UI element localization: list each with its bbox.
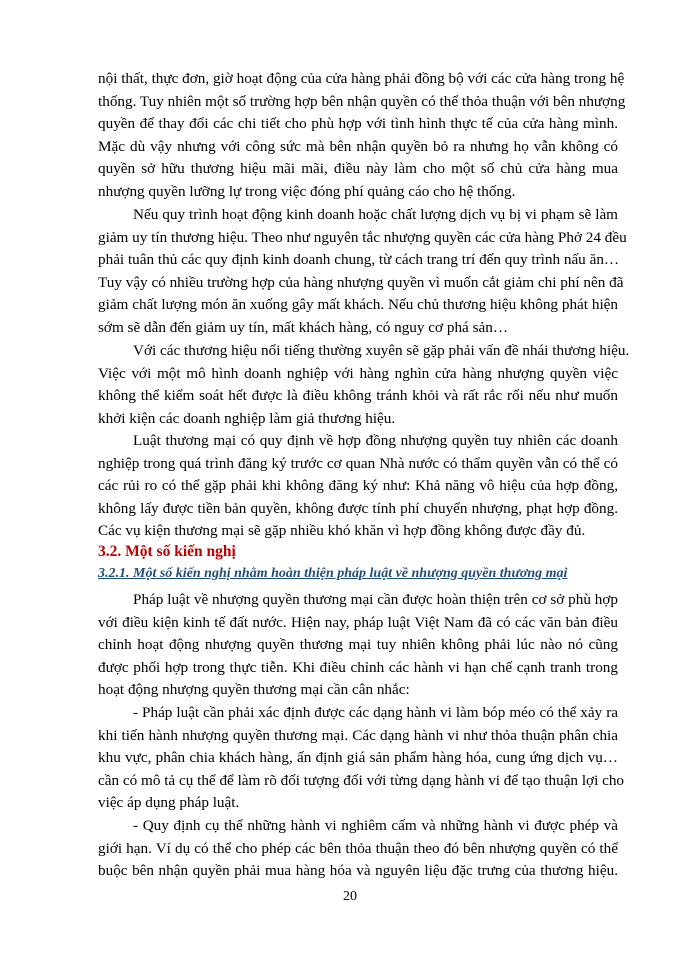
paragraph-5	[98, 589, 618, 702]
paragraph-7	[98, 815, 618, 883]
text-line: giảm chất lượng món ăn xuống gây mất khách. Nếu chủ thương hiệu không phát hiện	[98, 296, 618, 314]
paragraph-6	[98, 702, 625, 815]
text-line: - Quy định cụ thể những hành vi nghiêm cấm và những hành vi được phép và	[133, 817, 618, 834]
text-line: Tuy vậy có nhiều trường hợp của hàng nhượng quyền vì muốn cắt giảm chi phí nên đã	[98, 273, 624, 291]
text-line: nội thất, thực đơn, giờ hoạt động của cửa hàng phải đồng bộ với các cửa hàng trong hệ	[98, 70, 625, 87]
text-line: không thể kiểm soát hết được là điều không tránh khỏi và rất rắc rối nếu như muốn	[98, 387, 618, 405]
paragraph-3	[98, 340, 630, 430]
text-line: Nếu quy trình hoạt động kinh doanh hoặc chất lượng dịch vụ bị vi phạm sẽ làm	[133, 206, 618, 223]
text-line: buộc bên nhận quyền phải mua hàng hóa và nguyên liệu đặc trưng của thương hiệu.	[98, 862, 618, 880]
text-line: với điều kiện kinh tế đất nước. Hiện nay, pháp luật Việt Nam đã có các văn bản điều	[98, 613, 618, 631]
text-line: khu vực, phân chia khách hàng, ấn định giá sản phẩm hàng hóa, cung ứng dịch vụ…	[98, 749, 618, 767]
subsection-heading-3-2-1: 3.2.1. Một số kiến nghị nhằm hoàn thiện pháp luật về nhượng quyền thương mại	[98, 566, 568, 581]
paragraph-1	[98, 68, 626, 204]
text-line: khởi kiện các doanh nghiệp làm giả thương hiệu.	[98, 409, 396, 427]
paragraph-4	[98, 430, 618, 543]
text-line: các rủi ro có thể gặp phải khi không đăng ký như: Khả năng vô hiệu của hợp đồng,	[98, 477, 618, 495]
text-line: Việc với một mô hình doanh nghiệp với hàng nghìn cửa hàng nhượng quyền việc	[98, 364, 618, 382]
text-line: quyền để thay đổi các chi tiết cho phù hợp với tình hình thực tế của cửa hàng mình.	[98, 115, 618, 133]
text-line: Các vụ kiện thương mại sẽ gặp nhiều khó khăn vì hợp đồng không được đầy đủ.	[98, 522, 586, 540]
text-line: quyền sở hữu thương hiệu mãi mãi, điều này làm cho một số chủ cửa hàng mua	[98, 160, 618, 178]
text-line: Luật thương mại có quy định về hợp đồng nhượng quyền tuy nhiên các doanh	[133, 432, 618, 449]
text-line: sớm sẽ dẫn đến giảm uy tín, mất khách hàng, có nguy cơ phá sản…	[98, 318, 509, 336]
text-line: được phối hợp trong thực tiễn. Khi điều chỉnh các hành vi hạn chế cạnh tranh trong	[98, 658, 618, 676]
page-number: 20	[343, 889, 357, 904]
text-line: giảm uy tín thương hiệu. Theo như nguyên tắc nhượng quyền các cửa hàng Phở 24 đều	[98, 228, 627, 246]
text-line: - Pháp luật cần phải xác định được các dạng hành vi làm bóp méo có thể xảy ra	[133, 704, 618, 721]
text-line: thống. Tuy nhiên một số trường hợp bên nhận quyền có thể thỏa thuận với bên nhượng	[98, 92, 626, 110]
section-heading-3-2: 3.2. Một số kiến nghị	[98, 543, 236, 560]
text-line: khi tiến hành nhượng quyền thương mại. Các dạng hành vi như thỏa thuận phân chia	[98, 726, 618, 744]
text-line: Với các thương hiệu nổi tiếng thường xuyên sẽ gặp phải vấn đề nhái thương hiệu.	[133, 342, 630, 359]
text-line: hoạt động nhượng quyền thương mại cần cân nhắc:	[98, 681, 410, 699]
text-line: nghiệp trong quá trình đăng ký trước cơ quan Nhà nước có thẩm quyền vẫn có thể có	[98, 454, 618, 472]
text-line: chỉnh hoạt động nhượng quyền thương mại tuy nhiên không phải lúc nào nó cũng	[98, 636, 618, 654]
text-line: Mặc dù vậy nhưng với công sức mà bên nhận quyền bỏ ra nhưng họ vẫn không có	[98, 137, 618, 155]
text-line: nhượng quyền lưỡng lự trong việc đóng phí quảng cáo cho hệ thống.	[98, 182, 516, 200]
paragraph-2	[98, 204, 627, 340]
text-line: cần có mô tả cụ thể để làm rõ đối tượng đối với từng dạng hành vi để tạo thuận lợi cho	[98, 771, 625, 789]
text-line: phải tuân thủ các quy định kinh doanh chung, từ cách trang trí đến quy trình nấu ăn…	[98, 251, 620, 269]
text-line: Pháp luật về nhượng quyền thương mại cần được hoàn thiện trên cơ sở phù hợp	[133, 591, 618, 608]
text-line: việc áp dụng pháp luật.	[98, 794, 240, 812]
text-line: giới hạn. Ví dụ có thể cho phép các bên thỏa thuận theo đó bên nhượng quyền có thể	[98, 839, 618, 857]
text-line: không lấy được tiền bản quyền, không được tính phí chuyển nhượng, phạt hợp đồng.	[98, 499, 618, 517]
